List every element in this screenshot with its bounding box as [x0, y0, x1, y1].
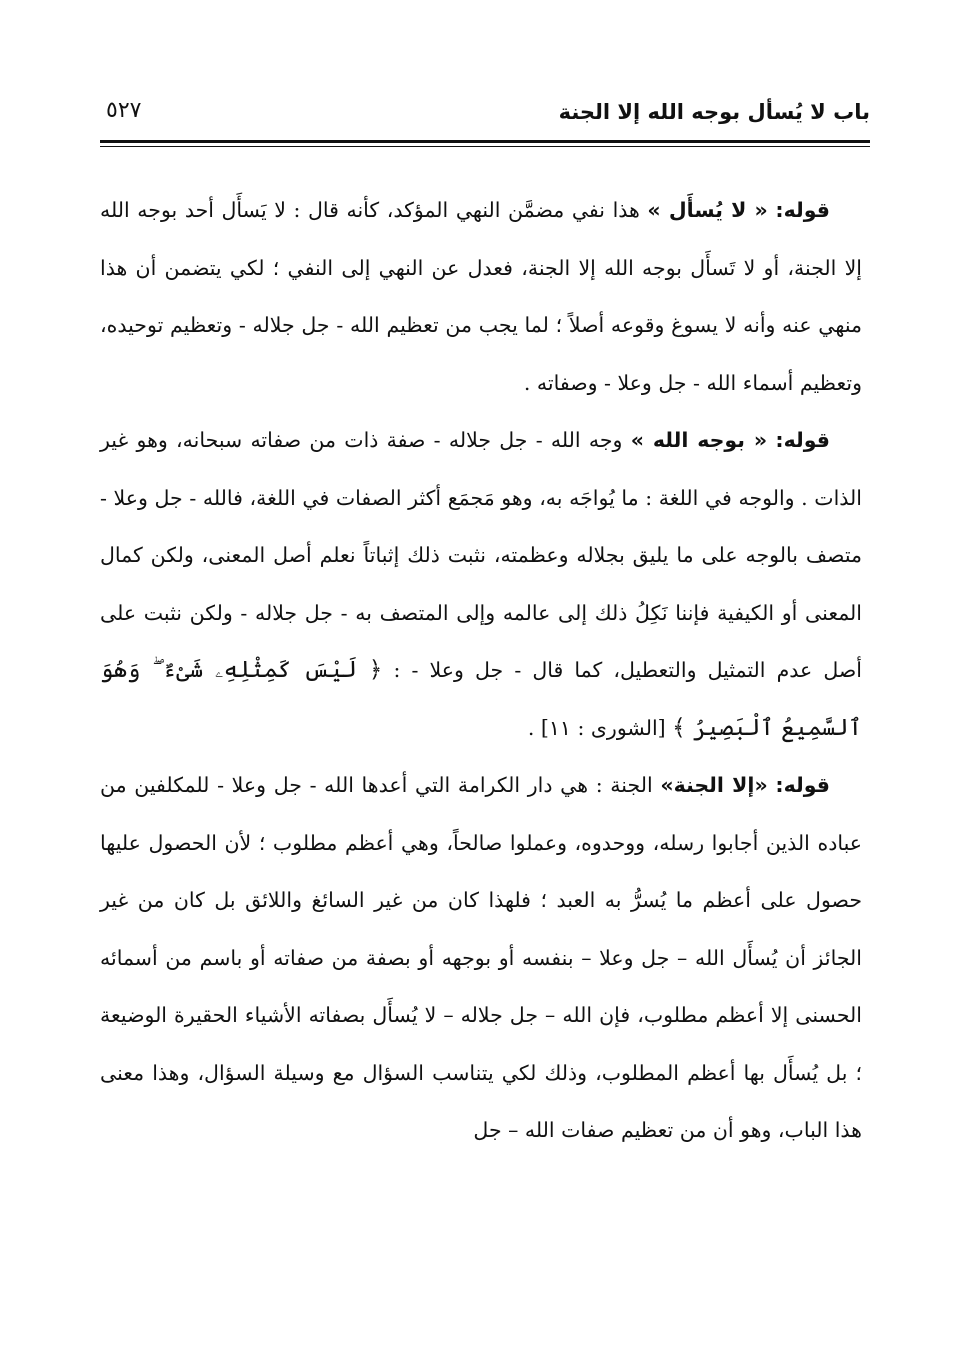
- paragraph-1: [100, 182, 862, 412]
- paragraph-text: هذا نفي مضمَّن النهي المؤكد، كأنه قال : لا يَسأَل أحد بوجه الله إلا الجنة، أو لا تَسأَل بوجه الله إلا الجنة، فعدل عن النهي إلى النفي ؛ لكي يتضمن أن هذا منهي عنه وأنه لا يسوغ وقوعه أصلاً ؛ لما يجب من تعظيم الله - جل جلاله - وتعظيم توحيده، وتعظيم أسماء الله - جل وعلا - وصفاته .: [100, 198, 862, 395]
- quoted-phrase: « لا يُسأَل »: [647, 198, 768, 222]
- verse-reference: [الشورى : ١١] .: [527, 715, 666, 740]
- paragraph-3: [100, 757, 862, 1160]
- chapter-title: باب لا يُسأل بوجه الله إلا الجنة: [558, 100, 870, 124]
- header-divider-thin: [100, 146, 870, 147]
- page-number: ٥٢٧: [106, 98, 142, 123]
- paragraph-text: وجه الله - جل جلاله - صفة ذات من صفاته سبحانه، وهو غير الذات . والوجه في اللغة : ما يُواجَه به، وهو مَجمَع أكثر الصفات في اللغة، فالله - جل وعلا - متصف بالوجه على ما يليق بجلاله وعظمته، نثبت ذلك إثباتاً نعلم أصل المعنى، ولكن كمال المعنى أو الكيفية فإننا نَكِلُ ذلك إلى عالمه وإلى المتصف به - جل جلاله - ولكن نثبت على أصل عدم التمثيل والتعطيل، كما قال - جل وعلا - :: [100, 428, 862, 682]
- quran-verse: ﴿ لَيْسَ كَمِثْلِهِۦ شَىْءٌ ۖ وَهُوَ ٱلسَّمِيعُ ٱلْبَصِيرُ ﴾: [100, 657, 862, 741]
- paragraph-lead: قوله:: [775, 428, 830, 452]
- paragraph-text: الجنة : هي دار الكرامة التي أعدها الله - جل وعلا - للمكلفين من عباده الذين أجابوا رسله، ووحدوه، وعملوا صالحاً، وهي أعظم مطلوب ؛ لأن الحصول عليها حصول على أعظم ما يُسرُّ به العبد ؛ فلهذا كان من غير السائغ واللائق بل كان من غير الجائز أن يُسأَل الله – جل وعلا – بنفسه أو بوجهه أو بصفة من صفاته أو باسم من أسمائه الحسنى إلا أعظم مطلوب، فإن الله – جل جلاله – لا يُسأَل بصفاته الأشياء الحقيرة الوضيعة ؛ بل يُسأَل بها أعظم المطلوب، وذلك لكي يتناسب السؤال مع وسيلة السؤال، وهذا معنى هذا الباب، وهو أن من تعظيم صفات الله – جل: [100, 773, 862, 1142]
- paragraph-2: [100, 412, 862, 757]
- paragraph-lead: قوله:: [775, 773, 830, 797]
- quoted-phrase: «إلا الجنة»: [660, 773, 768, 797]
- header-divider: [100, 140, 870, 143]
- page-body: [100, 182, 862, 1160]
- page-header: [100, 96, 870, 136]
- quoted-phrase: « بوجه الله »: [630, 428, 768, 452]
- paragraph-lead: قوله:: [775, 198, 830, 222]
